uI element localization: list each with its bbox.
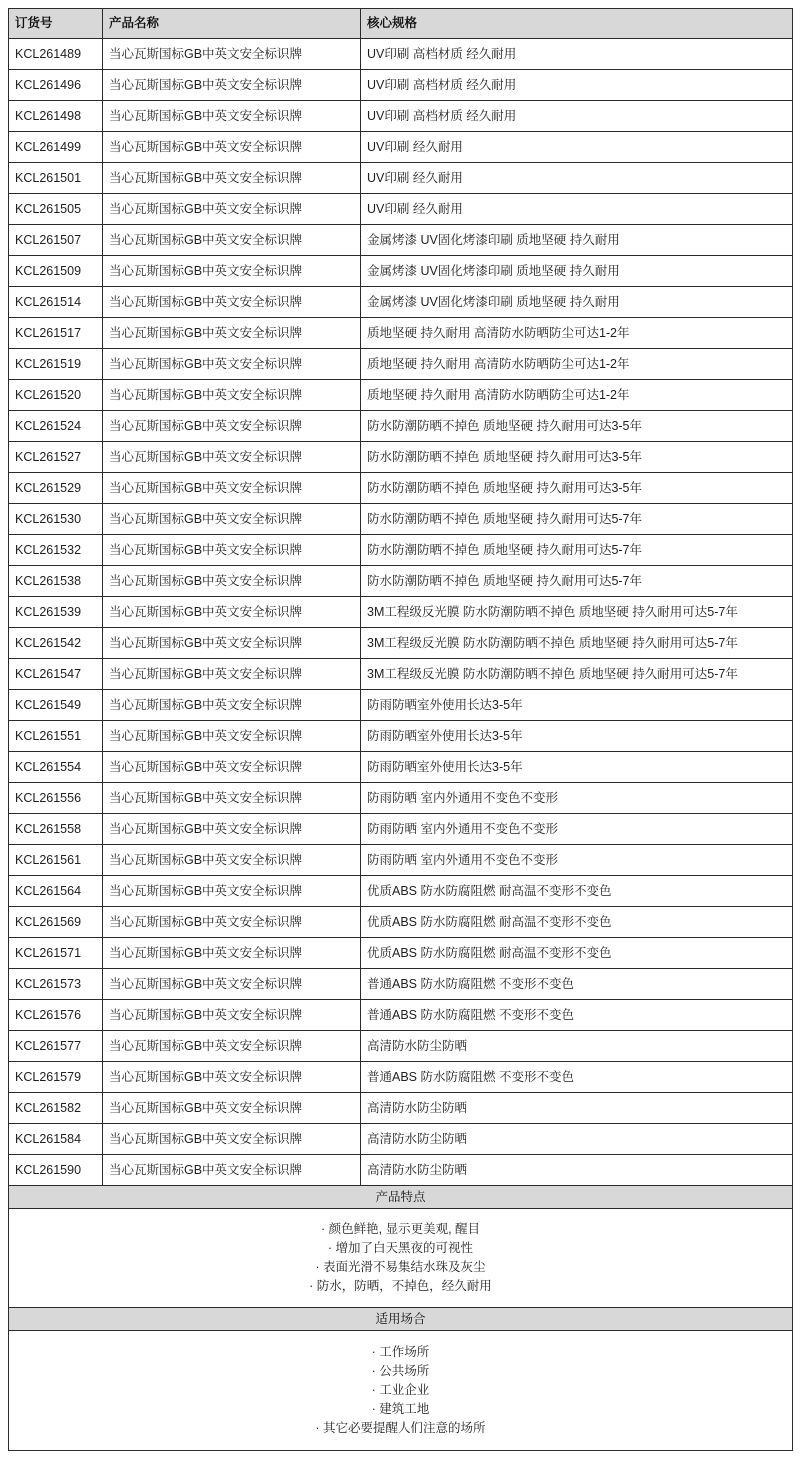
spec-cell: 防雨防晒 室内外通用不变色不变形 (361, 783, 793, 814)
order-id-cell: KCL261582 (9, 1093, 103, 1124)
product-table-body (9, 39, 793, 1186)
table-row (9, 163, 793, 194)
occasions-section (9, 1308, 793, 1451)
table-row (9, 287, 793, 318)
product-name-cell: 当心瓦斯国标GB中英文安全标识牌 (103, 1000, 361, 1031)
product-name-cell: 当心瓦斯国标GB中英文安全标识牌 (103, 1062, 361, 1093)
order-id-cell: KCL261579 (9, 1062, 103, 1093)
order-id-cell: KCL261561 (9, 845, 103, 876)
order-id-cell: KCL261573 (9, 969, 103, 1000)
table-row (9, 690, 793, 721)
spec-cell: 防雨防晒室外使用长达3-5年 (361, 752, 793, 783)
table-row (9, 876, 793, 907)
product-name-cell: 当心瓦斯国标GB中英文安全标识牌 (103, 1093, 361, 1124)
occasions-section-header-row (9, 1308, 793, 1331)
table-row (9, 473, 793, 504)
spec-cell: 普通ABS 防水防腐阻燃 不变形不变色 (361, 1000, 793, 1031)
spec-cell: 防水防潮防晒不掉色 质地坚硬 持久耐用可达3-5年 (361, 411, 793, 442)
table-row (9, 349, 793, 380)
table-row (9, 938, 793, 969)
spec-cell: 防雨防晒 室内外通用不变色不变形 (361, 814, 793, 845)
order-id-cell: KCL261542 (9, 628, 103, 659)
spec-cell: 优质ABS 防水防腐阻燃 耐高温不变形不变色 (361, 907, 793, 938)
product-name-cell: 当心瓦斯国标GB中英文安全标识牌 (103, 225, 361, 256)
order-id-cell: KCL261549 (9, 690, 103, 721)
occasions-section-title: 适用场合 (9, 1308, 793, 1331)
table-row (9, 969, 793, 1000)
table-header (9, 9, 793, 39)
order-id-cell: KCL261517 (9, 318, 103, 349)
order-id-cell: KCL261524 (9, 411, 103, 442)
product-name-cell: 当心瓦斯国标GB中英文安全标识牌 (103, 411, 361, 442)
table-row (9, 1124, 793, 1155)
features-content-row (9, 1209, 793, 1308)
table-row (9, 845, 793, 876)
spec-cell: 金属烤漆 UV固化烤漆印刷 质地坚硬 持久耐用 (361, 256, 793, 287)
table-row (9, 1062, 793, 1093)
order-id-cell: KCL261519 (9, 349, 103, 380)
spec-cell: 3M工程级反光膜 防水防潮防晒不掉色 质地坚硬 持久耐用可达5-7年 (361, 597, 793, 628)
spec-cell: 防雨防晒室外使用长达3-5年 (361, 721, 793, 752)
product-name-cell: 当心瓦斯国标GB中英文安全标识牌 (103, 194, 361, 225)
table-row (9, 907, 793, 938)
spec-cell: 高清防水防尘防晒 (361, 1031, 793, 1062)
order-id-cell: KCL261520 (9, 380, 103, 411)
product-name-cell: 当心瓦斯国标GB中英文安全标识牌 (103, 318, 361, 349)
product-name-cell: 当心瓦斯国标GB中英文安全标识牌 (103, 566, 361, 597)
spec-cell: 优质ABS 防水防腐阻燃 耐高温不变形不变色 (361, 938, 793, 969)
spec-cell: 3M工程级反光膜 防水防潮防晒不掉色 质地坚硬 持久耐用可达5-7年 (361, 628, 793, 659)
product-name-cell: 当心瓦斯国标GB中英文安全标识牌 (103, 287, 361, 318)
occasions-list (9, 1331, 793, 1451)
features-section-title: 产品特点 (9, 1186, 793, 1209)
table-row (9, 380, 793, 411)
table-row (9, 628, 793, 659)
spec-cell: UV印刷 经久耐用 (361, 194, 793, 225)
order-id-cell: KCL261505 (9, 194, 103, 225)
order-id-cell: KCL261576 (9, 1000, 103, 1031)
bullet-line: · 颜色鲜艳, 显示更美观, 醒目 (320, 1222, 481, 1236)
table-row (9, 752, 793, 783)
product-name-cell: 当心瓦斯国标GB中英文安全标识牌 (103, 132, 361, 163)
product-name-cell: 当心瓦斯国标GB中英文安全标识牌 (103, 783, 361, 814)
spec-cell: 质地坚硬 持久耐用 高清防水防晒防尘可达1-2年 (361, 380, 793, 411)
table-row (9, 256, 793, 287)
spec-cell: 质地坚硬 持久耐用 高清防水防晒防尘可达1-2年 (361, 318, 793, 349)
product-name-cell: 当心瓦斯国标GB中英文安全标识牌 (103, 628, 361, 659)
order-id-cell: KCL261498 (9, 101, 103, 132)
table-row (9, 504, 793, 535)
order-id-cell: KCL261489 (9, 39, 103, 70)
spec-cell: 普通ABS 防水防腐阻燃 不变形不变色 (361, 1062, 793, 1093)
table-row (9, 225, 793, 256)
product-name-cell: 当心瓦斯国标GB中英文安全标识牌 (103, 969, 361, 1000)
product-name-cell: 当心瓦斯国标GB中英文安全标识牌 (103, 535, 361, 566)
order-id-cell: KCL261547 (9, 659, 103, 690)
product-spec-sheet (8, 8, 792, 1451)
table-row (9, 39, 793, 70)
product-name-cell: 当心瓦斯国标GB中英文安全标识牌 (103, 752, 361, 783)
table-row (9, 132, 793, 163)
spec-cell: 防水防潮防晒不掉色 质地坚硬 持久耐用可达5-7年 (361, 504, 793, 535)
product-name-cell: 当心瓦斯国标GB中英文安全标识牌 (103, 1124, 361, 1155)
table-row (9, 566, 793, 597)
spec-cell: 防水防潮防晒不掉色 质地坚硬 持久耐用可达3-5年 (361, 473, 793, 504)
order-id-cell: KCL261501 (9, 163, 103, 194)
table-row (9, 783, 793, 814)
order-id-cell: KCL261551 (9, 721, 103, 752)
features-section-header-row (9, 1186, 793, 1209)
order-id-cell: KCL261571 (9, 938, 103, 969)
product-name-cell: 当心瓦斯国标GB中英文安全标识牌 (103, 1031, 361, 1062)
product-spec-table (8, 8, 793, 1451)
bullet-line: · 增加了白天黑夜的可视性 (327, 1241, 474, 1255)
product-name-cell: 当心瓦斯国标GB中英文安全标识牌 (103, 504, 361, 535)
table-row (9, 814, 793, 845)
order-id-cell: KCL261530 (9, 504, 103, 535)
order-id-cell: KCL261564 (9, 876, 103, 907)
product-name-cell: 当心瓦斯国标GB中英文安全标识牌 (103, 380, 361, 411)
order-id-cell: KCL261569 (9, 907, 103, 938)
order-id-cell: KCL261499 (9, 132, 103, 163)
order-id-cell: KCL261558 (9, 814, 103, 845)
spec-cell: 高清防水防尘防晒 (361, 1124, 793, 1155)
order-id-cell: KCL261529 (9, 473, 103, 504)
spec-cell: 防水防潮防晒不掉色 质地坚硬 持久耐用可达5-7年 (361, 566, 793, 597)
bullet-line: · 其它必要提醒人们注意的场所 (315, 1421, 486, 1435)
table-row (9, 1093, 793, 1124)
table-row (9, 101, 793, 132)
order-id-cell: KCL261554 (9, 752, 103, 783)
product-name-cell: 当心瓦斯国标GB中英文安全标识牌 (103, 597, 361, 628)
order-id-cell: KCL261532 (9, 535, 103, 566)
occasions-content-row (9, 1331, 793, 1451)
product-name-cell: 当心瓦斯国标GB中英文安全标识牌 (103, 70, 361, 101)
table-row (9, 535, 793, 566)
product-name-cell: 当心瓦斯国标GB中英文安全标识牌 (103, 907, 361, 938)
product-name-cell: 当心瓦斯国标GB中英文安全标识牌 (103, 845, 361, 876)
spec-cell: 金属烤漆 UV固化烤漆印刷 质地坚硬 持久耐用 (361, 225, 793, 256)
column-header-order-id: 订货号 (9, 9, 103, 39)
table-row (9, 1155, 793, 1186)
spec-cell: 质地坚硬 持久耐用 高清防水防晒防尘可达1-2年 (361, 349, 793, 380)
bullet-line: · 工业企业 (371, 1383, 430, 1397)
table-row (9, 1000, 793, 1031)
table-row (9, 659, 793, 690)
column-header-product-name: 产品名称 (103, 9, 361, 39)
bullet-line: · 公共场所 (371, 1364, 430, 1378)
order-id-cell: KCL261590 (9, 1155, 103, 1186)
product-name-cell: 当心瓦斯国标GB中英文安全标识牌 (103, 349, 361, 380)
spec-cell: 防雨防晒 室内外通用不变色不变形 (361, 845, 793, 876)
table-row (9, 411, 793, 442)
table-row (9, 442, 793, 473)
spec-cell: UV印刷 高档材质 经久耐用 (361, 39, 793, 70)
product-name-cell: 当心瓦斯国标GB中英文安全标识牌 (103, 256, 361, 287)
bullet-line: · 表面光滑不易集结水珠及灰尘 (315, 1260, 486, 1274)
product-name-cell: 当心瓦斯国标GB中英文安全标识牌 (103, 442, 361, 473)
spec-cell: 高清防水防尘防晒 (361, 1093, 793, 1124)
product-name-cell: 当心瓦斯国标GB中英文安全标识牌 (103, 659, 361, 690)
product-name-cell: 当心瓦斯国标GB中英文安全标识牌 (103, 163, 361, 194)
spec-cell: UV印刷 经久耐用 (361, 132, 793, 163)
order-id-cell: KCL261507 (9, 225, 103, 256)
product-name-cell: 当心瓦斯国标GB中英文安全标识牌 (103, 690, 361, 721)
spec-cell: 防水防潮防晒不掉色 质地坚硬 持久耐用可达5-7年 (361, 535, 793, 566)
spec-cell: UV印刷 高档材质 经久耐用 (361, 101, 793, 132)
product-name-cell: 当心瓦斯国标GB中英文安全标识牌 (103, 938, 361, 969)
spec-cell: UV印刷 高档材质 经久耐用 (361, 70, 793, 101)
table-header-row (9, 9, 793, 39)
features-list (9, 1209, 793, 1308)
spec-cell: 普通ABS 防水防腐阻燃 不变形不变色 (361, 969, 793, 1000)
order-id-cell: KCL261509 (9, 256, 103, 287)
order-id-cell: KCL261556 (9, 783, 103, 814)
spec-cell: 高清防水防尘防晒 (361, 1155, 793, 1186)
spec-cell: 优质ABS 防水防腐阻燃 耐高温不变形不变色 (361, 876, 793, 907)
table-row (9, 1031, 793, 1062)
spec-cell: 防雨防晒室外使用长达3-5年 (361, 690, 793, 721)
order-id-cell: KCL261538 (9, 566, 103, 597)
product-name-cell: 当心瓦斯国标GB中英文安全标识牌 (103, 101, 361, 132)
order-id-cell: KCL261527 (9, 442, 103, 473)
bullet-line: · 防水，防晒，不掉色，经久耐用 (309, 1279, 492, 1293)
spec-cell: 金属烤漆 UV固化烤漆印刷 质地坚硬 持久耐用 (361, 287, 793, 318)
table-row (9, 70, 793, 101)
spec-cell: 防水防潮防晒不掉色 质地坚硬 持久耐用可达3-5年 (361, 442, 793, 473)
product-name-cell: 当心瓦斯国标GB中英文安全标识牌 (103, 473, 361, 504)
product-name-cell: 当心瓦斯国标GB中英文安全标识牌 (103, 721, 361, 752)
table-row (9, 194, 793, 225)
product-name-cell: 当心瓦斯国标GB中英文安全标识牌 (103, 814, 361, 845)
order-id-cell: KCL261539 (9, 597, 103, 628)
order-id-cell: KCL261496 (9, 70, 103, 101)
table-row (9, 318, 793, 349)
bullet-line: · 建筑工地 (371, 1402, 430, 1416)
bullet-line: · 工作场所 (371, 1345, 430, 1359)
table-row (9, 721, 793, 752)
spec-cell: UV印刷 经久耐用 (361, 163, 793, 194)
product-name-cell: 当心瓦斯国标GB中英文安全标识牌 (103, 876, 361, 907)
product-name-cell: 当心瓦斯国标GB中英文安全标识牌 (103, 39, 361, 70)
order-id-cell: KCL261584 (9, 1124, 103, 1155)
features-section (9, 1186, 793, 1308)
table-row (9, 597, 793, 628)
order-id-cell: KCL261577 (9, 1031, 103, 1062)
product-name-cell: 当心瓦斯国标GB中英文安全标识牌 (103, 1155, 361, 1186)
column-header-core-spec: 核心规格 (361, 9, 793, 39)
spec-cell: 3M工程级反光膜 防水防潮防晒不掉色 质地坚硬 持久耐用可达5-7年 (361, 659, 793, 690)
order-id-cell: KCL261514 (9, 287, 103, 318)
